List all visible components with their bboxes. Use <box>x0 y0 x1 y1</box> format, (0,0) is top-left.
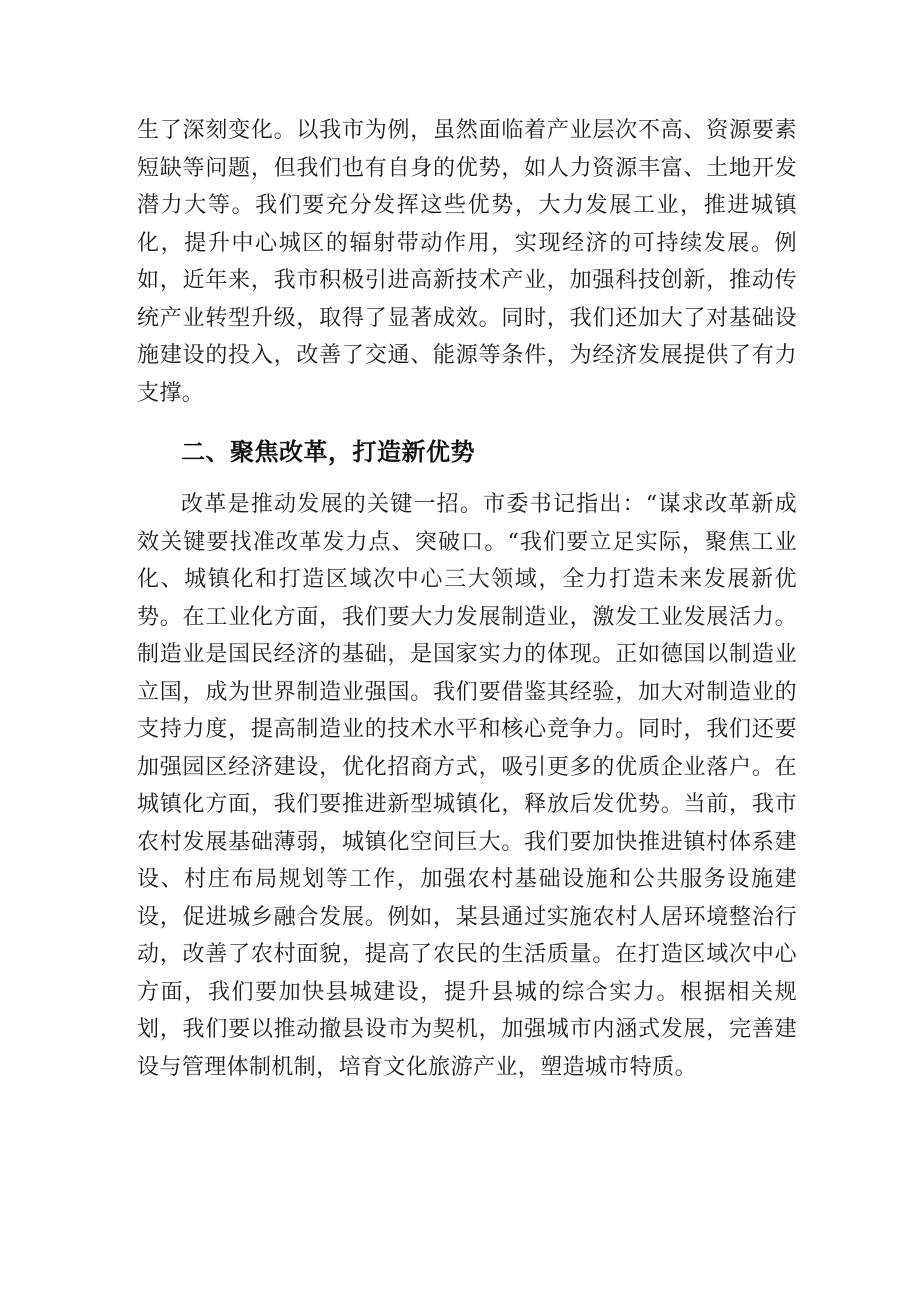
paragraph-reform: 改革是推动发展的关键一招。市委书记指出：“谋求改革新成效关键要找准改革发力点、突破口。“我们要立足实际，聚焦工业化、城镇化和打造区域次中心三大领域，全力打造未来发展新优势。在工业化方面，我们要大力发展制造业，激发工业发展活力。制造业是国民经济的基础，是国家实力的体现。正如德国以制造业立国，成为世界制造业强国。我们要借鉴其经验，加大对制造业的支持力度，提高制造业的技术水平和核心竞争力。同时，我们还要加强园区经济建设，优化招商方式，吸引更多的优质企业落户。在城镇化方面，我们要推进新型城镇化，释放后发优势。当前，我市农村发展基础薄弱，城镇化空间巨大。我们要加快推进镇村体系建设、村庄布局规划等工作，加强农村基础设施和公共服务设施建设，促进城乡融合发展。例如，某县通过实施农村人居环境整治行动，改善了农村面貌，提高了农民的生活质量。在打造区域次中心方面，我们要加快县城建设，提升县城的综合实力。根据相关规划，我们要以推动撤县设市为契机，加强城市内涵式发展，完善建设与管理体制机制，培育文化旅游产业，塑造城市特质。 <box>137 492 797 1080</box>
document-body <box>137 112 797 1086</box>
section-heading: 二、聚焦改革，打造新优势 <box>181 438 475 466</box>
paragraph-continued: 生了深刻变化。以我市为例，虽然面临着产业层次不高、资源要素短缺等问题，但我们也有自身的优势，如人力资源丰富、土地开发潜力大等。我们要充分发挥这些优势，大力发展工业，推进城镇化，提升中心城区的辐射带动作用，实现经济的可持续发展。例如，近年来，我市积极引进高新技术产业，加强科技创新，推动传统产业转型升级，取得了显著成效。同时，我们还加大了对基础设施建设的投入，改善了交通、能源等条件，为经济发展提供了有力支撑。 <box>137 118 797 406</box>
